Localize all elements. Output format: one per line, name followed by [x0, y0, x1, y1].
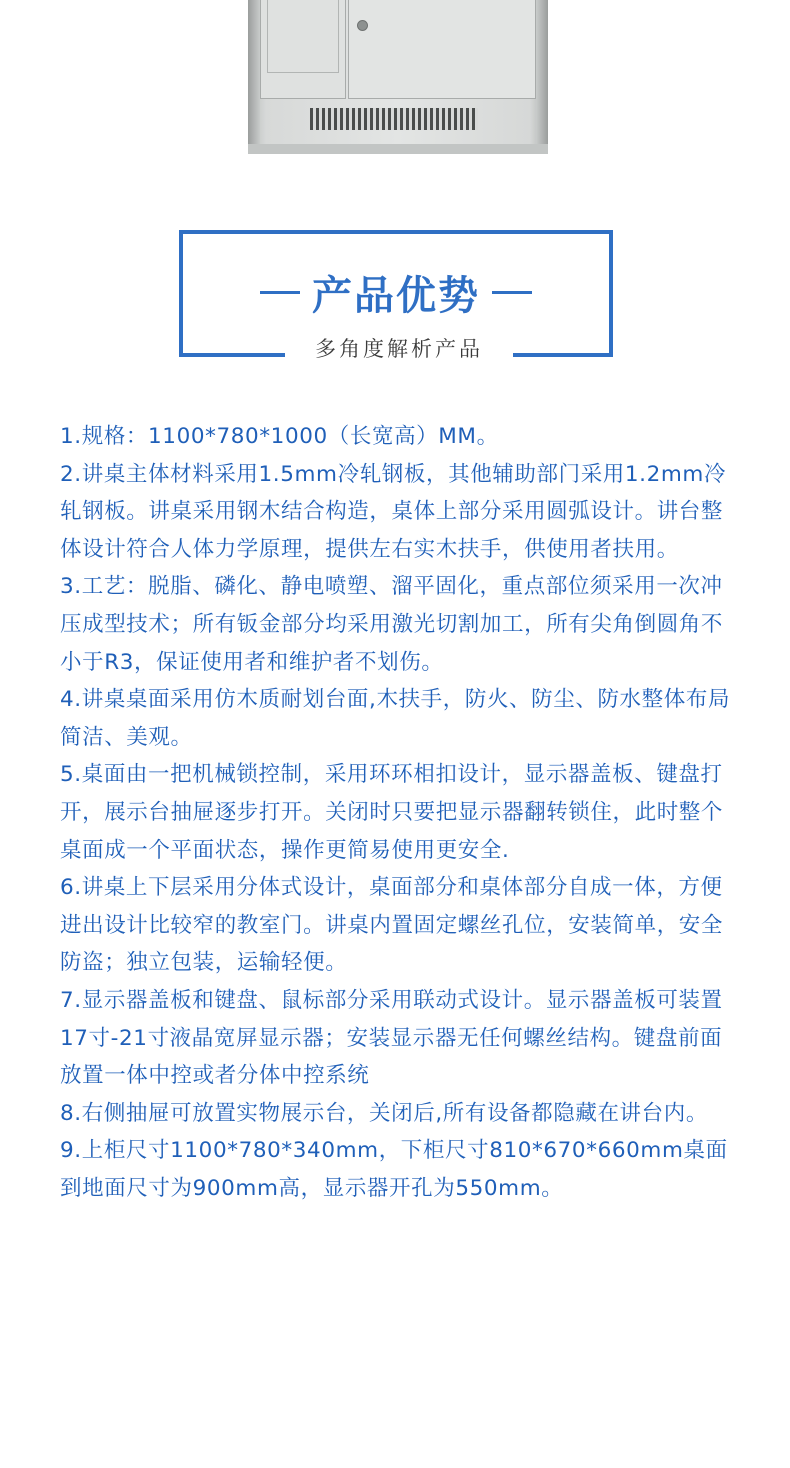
feature-item: 6.讲桌上下层采用分体式设计，桌面部分和桌体部分自成一体，方便进出设计比较窄的教室门。讲桌内置固定螺丝孔位，安装简单，安全防盗；独立包装，运输轻便。 [60, 875, 724, 976]
feature-item: 4.讲桌桌面采用仿木质耐划台面,木扶手，防火、防尘、防水整体布局简洁、美观。 [60, 687, 731, 750]
feature-item: 7.显示器盖板和键盘、鼠标部分采用联动式设计。显示器盖板可装置17寸-21寸液晶宽屏显示器；安装显示器无任何螺丝结构。键盘前面放置一体中控或者分体中控系统 [60, 987, 723, 1089]
feature-item: 1.规格：1100*780*1000（长宽高）MM。 [60, 424, 499, 449]
feature-item: 8.右侧抽屉可放置实物展示台，关闭后,所有设备都隐藏在讲台内。 [60, 1100, 708, 1126]
lock-icon [357, 20, 368, 31]
feature-item: 9.上柜尺寸1100*780*340mm，下柜尺寸810*670*660mm桌面到地面尺寸为900mm高，显示器开孔为550mm。 [60, 1138, 728, 1201]
feature-item: 3.工艺：脱脂、磷化、静电喷塑、溜平固化，重点部位须采用一次冲压成型技术；所有钣金部分均采用激光切割加工，所有尖角倒圆角不小于R3，保证使用者和维护者不划伤。 [60, 574, 724, 675]
cabinet-base [248, 144, 548, 154]
feature-list [60, 418, 736, 1207]
feature-item: 2.讲桌主体材料采用1.5mm冷轧钢板，其他辅助部门采用1.2mm冷轧钢板。讲桌采用钢木结合构造，桌体上部分采用圆弧设计。讲台整体设计符合人体力学原理，提供左右实木扶手，供使用者扶用。 [60, 461, 727, 562]
section-title-row [179, 262, 613, 322]
cabinet-door-right [348, 0, 536, 99]
cabinet-door-left [260, 0, 346, 99]
section-subtitle: 多角度解析产品 [315, 337, 483, 361]
title-dash-left [260, 291, 300, 294]
cabinet-side-left [248, 0, 260, 154]
title-dash-right [492, 291, 532, 294]
product-photo [248, 0, 548, 154]
feature-item: 5.桌面由一把机械锁控制，采用环环相扣设计，显示器盖板、键盘打开，展示台抽屉逐步打开。关闭时只要把显示器翻转锁住，此时整个桌面成一个平面状态，操作更简易使用更安全. [60, 762, 724, 863]
section-title: 产品优势 [312, 272, 480, 319]
cabinet-side-right [536, 0, 548, 154]
cabinet-vent [310, 108, 478, 130]
cabinet-panel [267, 0, 339, 73]
